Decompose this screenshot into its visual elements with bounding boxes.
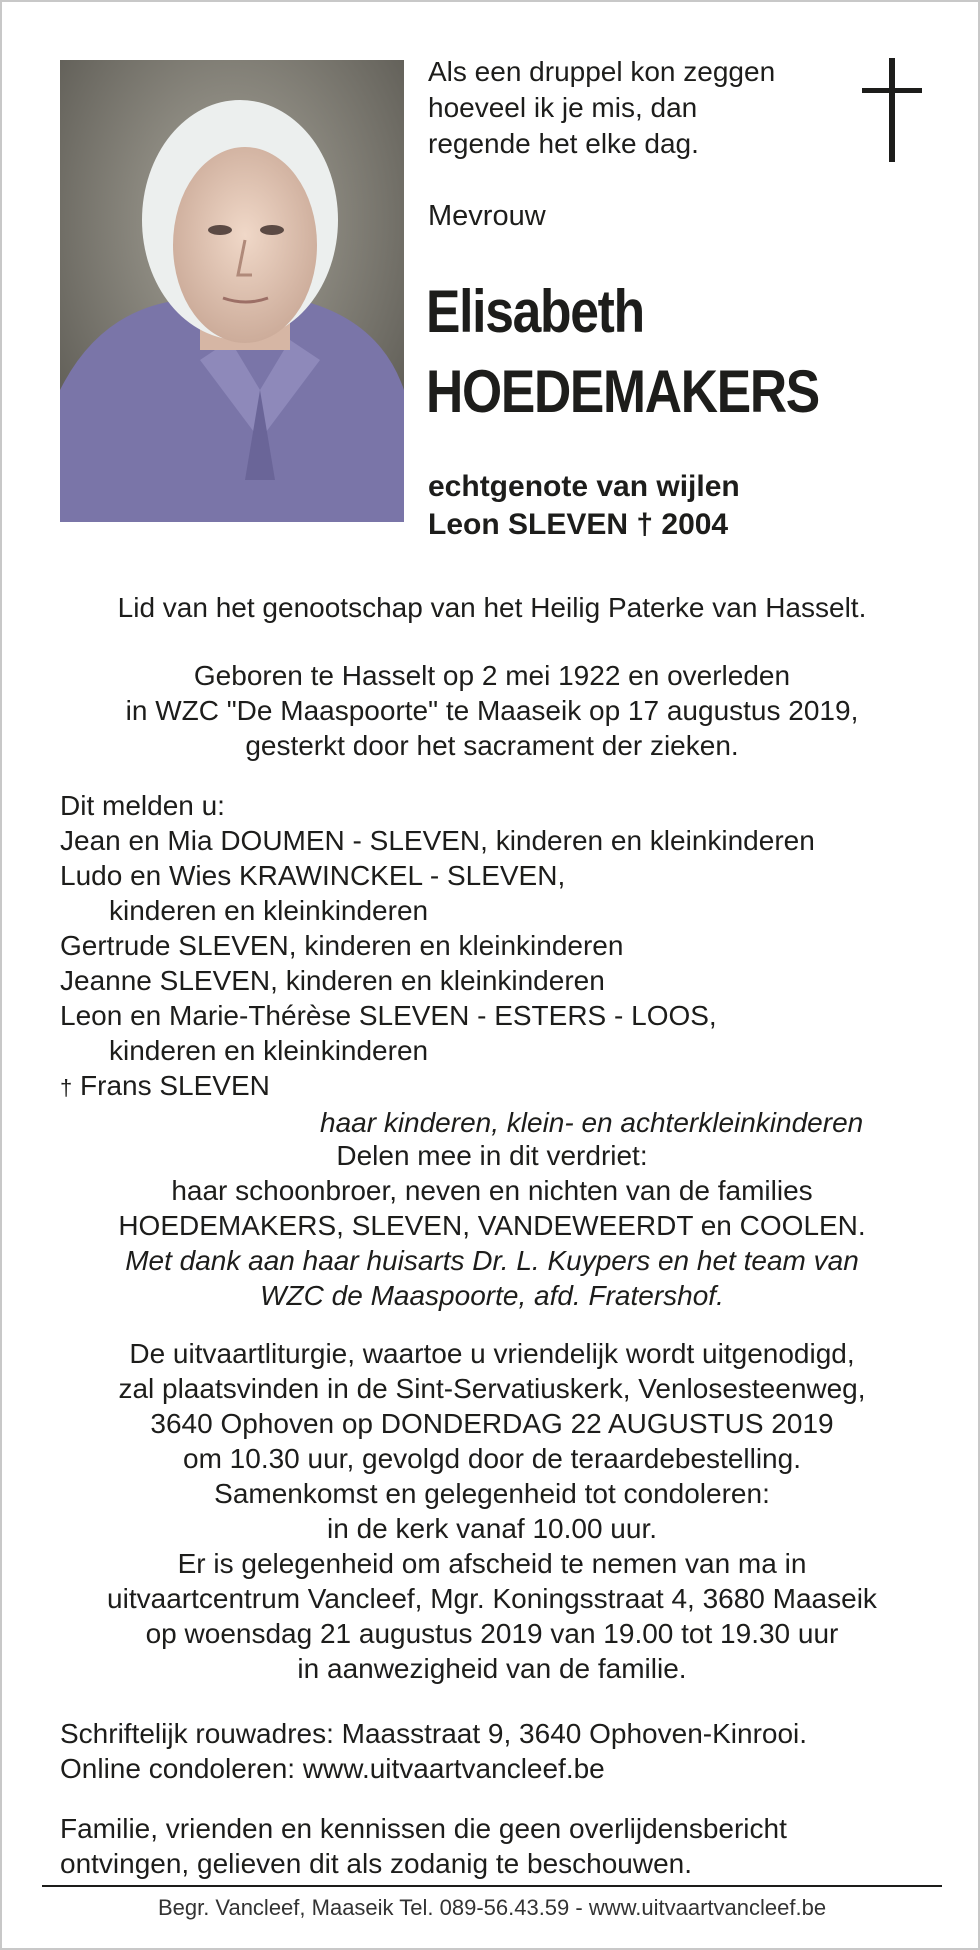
thanks-line: Met dank aan haar huisarts Dr. L. Kuypers en het team van	[125, 1245, 859, 1276]
announcer-line: Ludo en Wies KRAWINCKEL - SLEVEN,	[60, 860, 566, 891]
announcer-line: Jean en Mia DOUMEN - SLEVEN, kinderen en kleinkinderen	[60, 825, 815, 856]
funeral-line: uitvaartcentrum Vancleef, Mgr. Koningsstraat 4, 3680 Maaseik	[107, 1583, 877, 1614]
thanks-line: WZC de Maaspoorte, afd. Fratershof.	[260, 1280, 724, 1311]
announcer-line: Leon en Marie-Thérèse SLEVEN - ESTERS - LOOS,	[60, 1000, 717, 1031]
deceased-sibling-name: Frans SLEVEN	[80, 1070, 270, 1101]
funeral-line: om 10.30 uur, gevolgd door de teraardebestelling.	[183, 1443, 801, 1474]
grief-line: Delen mee in dit verdriet:	[336, 1140, 648, 1171]
small-cross-icon: †	[60, 1075, 73, 1100]
first-name: Elisabeth	[426, 278, 644, 345]
portrait-photo	[60, 60, 404, 522]
latin-cross-icon	[862, 58, 922, 162]
funeral-line: 3640 Ophoven op DONDERDAG 22 AUGUSTUS 2019	[150, 1408, 834, 1439]
footer-text: Begr. Vancleef, Maaseik Tel. 089-56.43.59 - www.uitvaartvancleef.be	[157, 1895, 827, 1920]
contact-online: Online condoleren: www.uitvaartvancleef.be	[60, 1753, 605, 1784]
grandchildren-line: haar kinderen, klein- en achterkleinkinderen	[320, 1107, 864, 1138]
deceased-sibling	[60, 1068, 960, 1105]
funeral-line: in de kerk vanaf 10.00 uur.	[327, 1513, 657, 1544]
honorific: Mevrouw	[428, 200, 546, 232]
last-name: HOEDEMAKERS	[426, 358, 819, 425]
birth-death-line: gesterkt door het sacrament der zieken.	[245, 730, 739, 761]
announcer-line: Gertrude SLEVEN, kinderen en kleinkinderen	[60, 930, 624, 961]
birth-death-info	[2, 658, 980, 763]
grief-notice	[2, 1138, 980, 1313]
funeral-line: Er is gelegenheid om afscheid te nemen van ma in	[177, 1548, 807, 1579]
announcers-intro: Dit melden u:	[60, 790, 225, 821]
announcer-line: kinderen en kleinkinderen	[109, 895, 429, 926]
deceased-name	[426, 272, 819, 432]
notice	[60, 1811, 960, 1881]
poem	[428, 54, 775, 162]
poem-line: regende het elke dag.	[428, 128, 699, 159]
birth-death-line: in WZC "De Maaspoorte" te Maaseik op 17 augustus 2019,	[125, 695, 859, 726]
spouse-line: Leon SLEVEN † 2004	[428, 508, 729, 541]
funeral-line: in aanwezigheid van de familie.	[297, 1653, 687, 1684]
notice-line: Familie, vrienden en kennissen die geen overlijdensbericht	[60, 1813, 787, 1844]
spouse-line: echtgenote van wijlen	[428, 470, 740, 503]
contact-info	[60, 1716, 960, 1786]
birth-death-line: Geboren te Hasselt op 2 mei 1922 en overleden	[193, 660, 791, 691]
funeral-line: Samenkomst en gelegenheid tot condoleren:	[214, 1478, 770, 1509]
spouse-info	[428, 468, 740, 544]
funeral-details	[2, 1336, 980, 1686]
membership: Lid van het genootschap van het Heilig Paterke van Hasselt.	[117, 592, 867, 623]
poem-line: hoeveel ik je mis, dan	[428, 92, 698, 123]
poem-line: Als een druppel kon zeggen	[428, 56, 776, 87]
grief-line: haar schoonbroer, neven en nichten van de families	[171, 1175, 813, 1206]
footer-divider	[42, 1885, 942, 1887]
funeral-line: zal plaatsvinden in de Sint-Servatiuskerk, Venlosesteenweg,	[118, 1373, 866, 1404]
contact-address: Schriftelijk rouwadres: Maasstraat 9, 3640 Ophoven-Kinrooi.	[60, 1718, 808, 1749]
announcer-line: Jeanne SLEVEN, kinderen en kleinkinderen	[60, 965, 605, 996]
announcer-line: kinderen en kleinkinderen	[109, 1035, 429, 1066]
announcers	[60, 788, 960, 1140]
grief-line: HOEDEMAKERS, SLEVEN, VANDEWEERDT en COOLEN.	[118, 1210, 866, 1241]
funeral-line: op woensdag 21 augustus 2019 van 19.00 tot 19.30 uur	[145, 1618, 839, 1649]
notice-line: ontvingen, gelieven dit als zodanig te beschouwen.	[60, 1848, 692, 1879]
funeral-line: De uitvaartliturgie, waartoe u vriendelijk wordt uitgenodigd,	[129, 1338, 855, 1369]
